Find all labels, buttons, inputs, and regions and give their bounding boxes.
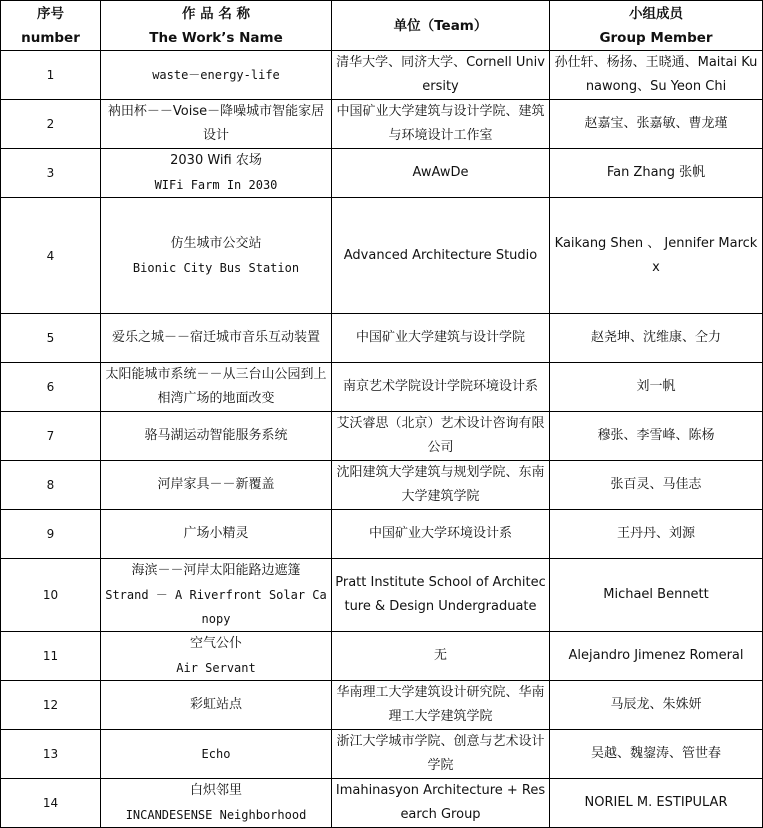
cell-members: 赵尧坤、沈维康、仝力 <box>550 314 763 363</box>
cell-team: 无 <box>332 632 550 681</box>
header-index-en: number <box>21 29 80 46</box>
table-row <box>1 779 763 828</box>
cell-work <box>101 51 332 100</box>
cell-members: Fan Zhang 张帆 <box>550 149 763 198</box>
cell-work <box>101 681 332 730</box>
work-name-line: 仿生城市公交站 <box>170 235 262 251</box>
work-name-line: 太阳能城市系统－－从三台山公园到上相湾广场的地面改变 <box>105 367 327 406</box>
work-name-line: 彩虹站点 <box>189 697 242 712</box>
cell-work <box>101 314 332 363</box>
cell-work <box>101 730 332 779</box>
cell-work <box>101 559 332 632</box>
work-name-line: Bionic City Bus Station <box>132 260 300 275</box>
cell-members: 张百灵、马佳志 <box>550 461 763 510</box>
table-row <box>1 681 763 730</box>
cell-index: 13 <box>1 730 101 779</box>
cell-index: 11 <box>1 632 101 681</box>
header-work-zh: 作 品 名 称 <box>181 5 251 22</box>
cell-members: 刘一帆 <box>550 363 763 412</box>
cell-work <box>101 632 332 681</box>
cell-team: 华南理工大学建筑设计研究院、华南理工大学建筑学院 <box>332 681 550 730</box>
work-name-line: 爱乐之城－－宿迁城市音乐互动装置 <box>111 330 320 345</box>
cell-work <box>101 198 332 314</box>
cell-team: 中国矿业大学环境设计系 <box>332 510 550 559</box>
work-name-line: 衲田杯－－Voise－降噪城市智能家居设计 <box>107 104 325 143</box>
work-name-line: 2030 Wifi 农场 <box>170 153 262 168</box>
work-name-line: INCANDESENSE Neighborhood <box>125 808 307 822</box>
cell-index: 2 <box>1 100 101 149</box>
cell-team: 中国矿业大学建筑与设计学院 <box>332 314 550 363</box>
cell-work <box>101 510 332 559</box>
cell-members: 孙仕轩、杨扬、王晓通、Maitai Kunawong、Su Yeon Chi <box>550 51 763 100</box>
work-name-line: 海滨－－河岸太阳能路边遮篷 <box>131 563 301 578</box>
work-name-line: 广场小精灵 <box>183 526 249 541</box>
work-name-line: 河岸家具－－新覆盖 <box>157 477 275 492</box>
header-members-zh: 小组成员 <box>629 5 683 22</box>
cell-team: 艾沃睿思（北京）艺术设计咨询有限公司 <box>332 412 550 461</box>
cell-members: 马辰龙、朱姝妍 <box>550 681 763 730</box>
cell-index: 14 <box>1 779 101 828</box>
cell-work <box>101 779 332 828</box>
cell-team: 清华大学、同济大学、Cornell University <box>332 51 550 100</box>
header-team <box>332 1 550 51</box>
cell-index: 9 <box>1 510 101 559</box>
cell-index: 3 <box>1 149 101 198</box>
table-row <box>1 51 763 100</box>
header-team-zh: 单位（Team） <box>393 17 488 34</box>
table-row <box>1 100 763 149</box>
table-row <box>1 461 763 510</box>
header-work <box>101 1 332 51</box>
work-name-line: Echo <box>201 747 231 761</box>
cell-index: 1 <box>1 51 101 100</box>
cell-team: Advanced Architecture Studio <box>332 198 550 314</box>
cell-index: 10 <box>1 559 101 632</box>
cell-index: 5 <box>1 314 101 363</box>
cell-members: Michael Bennett <box>550 559 763 632</box>
work-name-line: Strand － A Riverfront Solar Canopy <box>105 588 327 626</box>
header-work-en: The Work’s Name <box>149 29 283 46</box>
table-row <box>1 363 763 412</box>
cell-team: 南京艺术学院设计学院环境设计系 <box>332 363 550 412</box>
table-row <box>1 730 763 779</box>
cell-members: Kaikang Shen 、 Jennifer Marckx <box>550 198 763 314</box>
cell-work <box>101 100 332 149</box>
work-name-line: Air Servant <box>176 661 256 675</box>
cell-team: 浙江大学城市学院、创意与艺术设计学院 <box>332 730 550 779</box>
cell-work <box>101 461 332 510</box>
table-row <box>1 632 763 681</box>
cell-members: 赵嘉宝、张嘉敏、曹龙瑾 <box>550 100 763 149</box>
header-members-en: Group Member <box>599 29 713 46</box>
work-name-line: waste－energy-life <box>152 68 280 82</box>
table-row <box>1 314 763 363</box>
header-row <box>1 1 763 51</box>
cell-team: 沈阳建筑大学建筑与规划学院、东南大学建筑学院 <box>332 461 550 510</box>
table-body <box>1 51 763 828</box>
table-row <box>1 412 763 461</box>
cell-index: 12 <box>1 681 101 730</box>
cell-team: AwAwDe <box>332 149 550 198</box>
cell-members: 穆张、李雪峰、陈杨 <box>550 412 763 461</box>
header-members <box>550 1 763 51</box>
work-name-line: 骆马湖运动智能服务系统 <box>144 428 288 443</box>
cell-team: Pratt Institute School of Architecture & Design Undergraduate <box>332 559 550 632</box>
header-index-zh: 序号 <box>37 5 64 22</box>
cell-work <box>101 363 332 412</box>
table-row <box>1 149 763 198</box>
cell-members: NORIEL M. ESTIPULAR <box>550 779 763 828</box>
work-name-line: 白炽邻里 <box>189 783 242 798</box>
table-row <box>1 510 763 559</box>
cell-members: 吴越、魏鋆涛、管世春 <box>550 730 763 779</box>
cell-work <box>101 412 332 461</box>
table-row <box>1 559 763 632</box>
work-name-line: 空气公仆 <box>189 636 242 651</box>
cell-members: Alejandro Jimenez Romeral <box>550 632 763 681</box>
cell-index: 4 <box>1 198 101 314</box>
cell-work <box>101 149 332 198</box>
header-index <box>1 1 101 51</box>
cell-index: 7 <box>1 412 101 461</box>
cell-index: 8 <box>1 461 101 510</box>
cell-team: 中国矿业大学建筑与设计学院、建筑与环境设计工作室 <box>332 100 550 149</box>
work-name-line: WIFi Farm In 2030 <box>154 178 278 192</box>
table-row <box>1 198 763 314</box>
cell-index: 6 <box>1 363 101 412</box>
cell-members: 王丹丹、刘源 <box>550 510 763 559</box>
cell-team: Imahinasyon Architecture + Research Group <box>332 779 550 828</box>
